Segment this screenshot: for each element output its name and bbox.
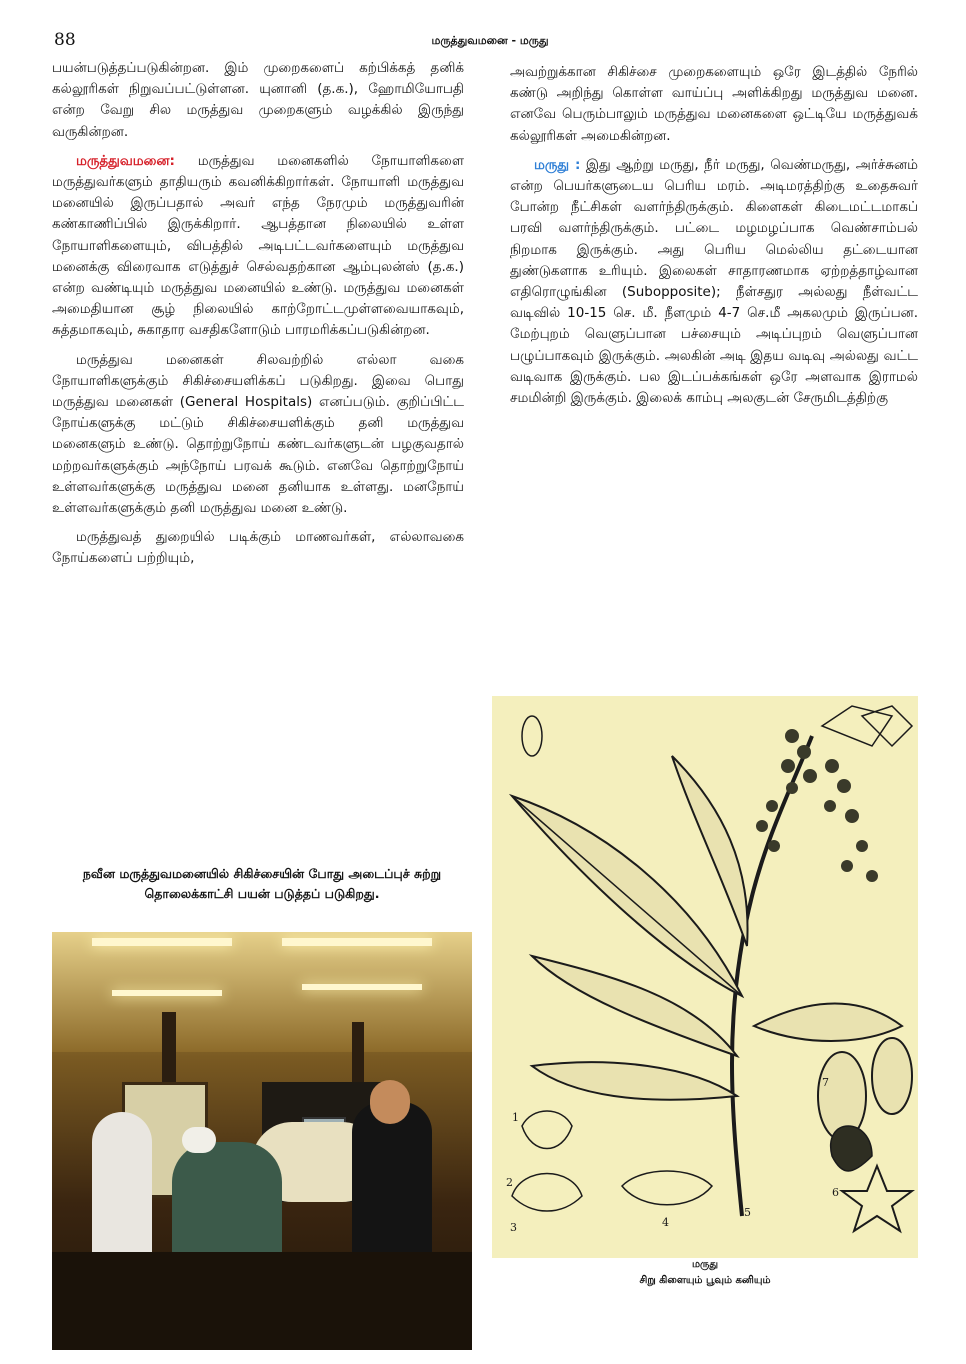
paragraph-hospital	[52, 151, 464, 342]
figure-number: 7	[822, 1076, 829, 1089]
paragraph: மருத்துவத் துறையில் படிக்கும் மாணவர்கள், எல்லாவகை நோய்களைப் பற்றியும்,	[52, 529, 464, 567]
left-column	[52, 58, 464, 578]
figure-number: 6	[832, 1186, 839, 1199]
surgical-cap	[182, 1127, 216, 1153]
paragraph-marudhu	[510, 155, 918, 409]
page-number: 88	[54, 30, 76, 50]
drawing-caption-subtitle: சிறு கிளையும் பூவும் கனியும்	[639, 1275, 771, 1286]
ceiling-light	[92, 938, 232, 946]
figure-number: 2	[506, 1176, 513, 1189]
figure-number: 3	[510, 1221, 517, 1234]
ceiling-light	[112, 990, 222, 996]
photo-caption: நவீன மருத்துவமனையில் சிகிச்சையின் போது அடைப்புச் சுற்று தொலைக்காட்சி பயன் படுத்தப் படுகிறது.	[82, 866, 442, 901]
botanical-illustration	[492, 696, 918, 1258]
ceiling-light	[302, 984, 422, 990]
running-head: மருத்துவமனை - மருது	[431, 34, 549, 47]
right-column	[510, 62, 918, 417]
marudhu-botanical-drawing	[492, 696, 918, 1258]
figure-number: 1	[512, 1111, 519, 1124]
drawing-caption-title: மருது	[692, 1259, 718, 1270]
ceiling-light	[282, 938, 432, 946]
paragraph-body: இது ஆற்று மருது, நீர் மருது, வெண்மருது, அர்ச்சுனம் என்ற பெயர்களுடைய பெரிய மரம். அடிமரத்திற்கு உதைசுவர் போன்ற நீட்சிகள் வளர்ந்திருக்கும். கிளைகள் கிடைமட்டமாகப் பரவி வளர்ந்திருக்கும். பட்டை மழமழப்பாக வெண்சாம்பல் நிறமாக இருக்கும். அது பெரிய மெல்லிய தட்டையான துண்டுகளாக உரியும். இலைகள் சாதாரணமாக ஏற்றத்தாழ்வான எதிரொழுங்கின (Subopposite); நீள்சதுர அல்லது நீள்வட்ட வடிவில் 10-15 செ. மீ. நீளமும் 4-7 செ.மீ அகலமும் இருப்பன. மேற்புறம் வெளுப்பான பச்சையும் அடிப்புறம் வெளுப்பான பழுப்பாகவும் இருக்கும். அலகின் அடி இதய வடிவு அல்லது வட்ட வடிவாக இருக்கும். பல இடப்பக்கங்கள் ஒரே அளவாக இராமல் சமமின்றி இருக்கும். இலைக் காம்பு அலகுடன் சேருமிடத்திற்கு	[510, 156, 918, 407]
operating-room-photo	[52, 932, 472, 1350]
figure-number: 4	[662, 1216, 669, 1229]
heading-marudhu: மருது :	[534, 156, 581, 173]
heading-hospital: மருத்துவமனை:	[76, 152, 175, 169]
paragraph-body: மருத்துவ மனைகளில் நோயாளிகளை மருத்துவர்களும் தாதியரும் கவனிக்கிறார்கள். நோயாளி மருத்துவ மனையில் இருப்பதால் அவர் எந்த நேரமும் மருத்துவரின் கண்காணிப்பில் இருக்கிறார். ஆபத்தான நிலையில் உள்ள நோயாளிகளையும், விபத்தில் அடிபட்டவர்களையும் மருத்துவ மனைக்கு விரைவாக எடுத்துச் செல்வதற்கான ஆம்புலன்ஸ் (த.க.) என்ற வண்டியும் மருத்துவ மனையில் உண்டு. மருத்துவ மனைகள் அமைதியான சூழ் நிலையில் காற்றோட்டமுள்ளவையாகவும், சுத்தமாகவும், சுகாதார வசதிகளோடும் பாரமரிக்கப்படுகின்றன.	[52, 152, 464, 339]
person-head	[370, 1080, 410, 1124]
photo-floor	[52, 1252, 472, 1350]
figure-number: 5	[744, 1206, 751, 1219]
paragraph: பயன்படுத்தப்படுகின்றன. இம் முறைகளைப் கற்பிக்கத் தனிக் கல்லூரிகள் நிறுவப்பட்டுள்ளன. யுனானி (த.க.), ஹோமியோபதி என்ற வேறு சில மருத்துவ முறைகளும் வழக்கில் இருந்து வருகின்றன.	[52, 60, 464, 140]
paragraph: மருத்துவ மனைகள் சிலவற்றில் எல்லா வகை நோயாளிகளுக்கும் சிகிச்சையளிக்கப் படுகிறது. இவை பொது மருத்துவ மனைகள் (General Hospitals) எனப்படும். குறிப்பிட்ட நோய்களுக்கு மட்டும் சிகிச்சையளிக்கும் தனி மருத்துவ மனைகளும் உண்டு. தொற்றுநோய் கண்டவர்களுடன் பழகுவதால் மற்றவர்களுக்கும் அந்நோய் பரவக் கூடும். எனவே தொற்றுநோய் உள்ளவர்களுக்கு மருத்துவ மனை தனியாக உள்ளது. மனநோய் உள்ளவர்களுக்கும் தனி மருத்துவ மனை உண்டு.	[52, 351, 464, 517]
nurse-figure	[92, 1112, 152, 1272]
paragraph: அவற்றுக்கான சிகிச்சை முறைகளையும் ஒரே இடத்தில் நேரில் கண்டு அறிந்து கொள்ள வாய்ப்பு அளிக்கிறது மருத்துவ மனை. எனவே பெரும்பாலும் மருத்துவ மனைகளை ஒட்டியே மருத்துவக் கல்லூரிகள் அமைகின்றன.	[510, 64, 918, 144]
